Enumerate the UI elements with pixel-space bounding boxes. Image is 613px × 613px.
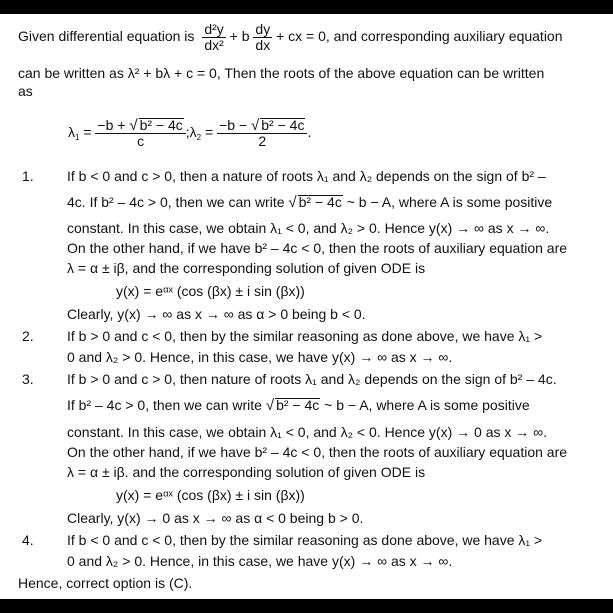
dx-denominator: dx [255,37,271,53]
item-1-line-4: On the other hand, if we have b² – 4c < 0, then the roots of auxiliary equation are [67,240,568,256]
item-2-line-1: If b > 0 and c < 0, then by the similar reasoning as done above, we have λ₁ > [67,328,543,344]
conclusion: Hence, correct option is (C). [18,575,193,591]
item-3-radicand: b² − 4c [276,397,320,413]
item-1-conclusion: Clearly, y(x) → ∞ as x → ∞ as α > 0 being b < 0. [67,306,366,322]
d2y-numerator: d²y [204,21,224,37]
item-3-line-4: On the other hand, if we have b² – 4c < 0, then the roots of auxiliary equation are [67,444,568,460]
intro-rest: + cx = 0, and corresponding auxiliary equation [276,28,563,45]
item-3-number: 3. [22,371,34,387]
intro-text: Given differential equation is [18,28,195,45]
lambda-1: λ [68,124,75,141]
item-3-conclusion: Clearly, y(x) → 0 as x → ∞ as α < 0 being b > 0. [67,510,364,526]
equals-1: = [83,124,92,141]
item-2-line-2: 0 and λ₂ > 0. Hence, in this case, we have y(x) → ∞ as x → ∞. [67,349,453,365]
equals-2: = [205,124,214,141]
radicand-1: b² − 4c [139,117,183,133]
lambda-2-fraction: $\frac{\text{−b − √ b² − 4c}}{2}$ [217,118,307,149]
item-1-radicand: b² − 4c [298,194,342,210]
lambda-1-fraction: $\frac{\text{−b + √ b² − 4c}}{c}$ [95,118,185,149]
item-1-solution: y(x) = eᵅˣ (cos (βx) ± i sin (βx)) [116,283,305,299]
dx2-denominator: dx² [204,37,224,53]
item-1-number: 1. [22,168,34,184]
item-4-line-2: 0 and λ₂ > 0. Hence, in this case, we have y(x) → ∞ as x → ∞. [67,553,453,569]
lambda-2: λ [189,124,197,141]
item-2-number: 2. [22,328,34,344]
item-1-line-5: λ = α ± iβ, and the corresponding solution of given ODE is [67,260,426,276]
plus-b: + b [229,28,250,45]
roots-formula: $\lambda_1$ = $\frac{\text{−b + √ b² − 4c}}{c}$ $;\lambda_2$ = $\frac{\text{−b − √ b² − 4c}}{2}$ . [68,117,312,149]
item-3-solution: y(x) = eᵅˣ (cos (βx) ± i sin (βx)) [116,487,305,503]
item-1-line-2: 4c. If b² – 4c > 0, then we can write √ b² − 4c ~ b − A, where A is some positive [67,194,553,211]
second-derivative-fraction [202,22,225,53]
solution-page [0,14,613,599]
item-3-line-2: If b² – 4c > 0, then we can write √ b² − 4c ~ b − A, where A is some positive [67,397,530,414]
dy-numerator: dy [255,21,271,37]
lambda-1-denominator: c [137,133,145,149]
item-3-line-1: If b > 0 and c > 0, then nature of roots λ₁ and λ₂ depends on the sign of b² – 4c. [67,371,557,387]
lambda-2-denominator: 2 [258,133,267,149]
item-1-line-1: If b < 0 and c > 0, then a nature of roots λ₁ and λ₂ depends on the sign of b² – [67,168,546,184]
item-4-line-1: If b < 0 and c < 0, then by the similar reasoning as done above, we have λ₁ > [67,532,543,548]
first-derivative-fraction [253,22,272,53]
radicand-2: b² − 4c [261,117,305,133]
item-4-number: 4. [22,532,34,548]
item-3-line-5: λ = α ± iβ. and the corresponding solution of given ODE is [67,464,426,480]
item-1-line-3: constant. In this case, we obtain λ₁ < 0, and λ₂ > 0. Hence y(x) → ∞ as x → ∞. [67,220,550,236]
intro-line-1 [18,22,603,53]
intro-line-3: as [18,83,33,99]
intro-line-2: can be written as λ² + bλ + c = 0, Then the roots of the above equation can be written [18,65,545,81]
item-3-line-3: constant. In this case, we obtain λ₁ < 0, and λ₂ < 0. Hence y(x) → 0 as x → ∞. [67,424,548,440]
